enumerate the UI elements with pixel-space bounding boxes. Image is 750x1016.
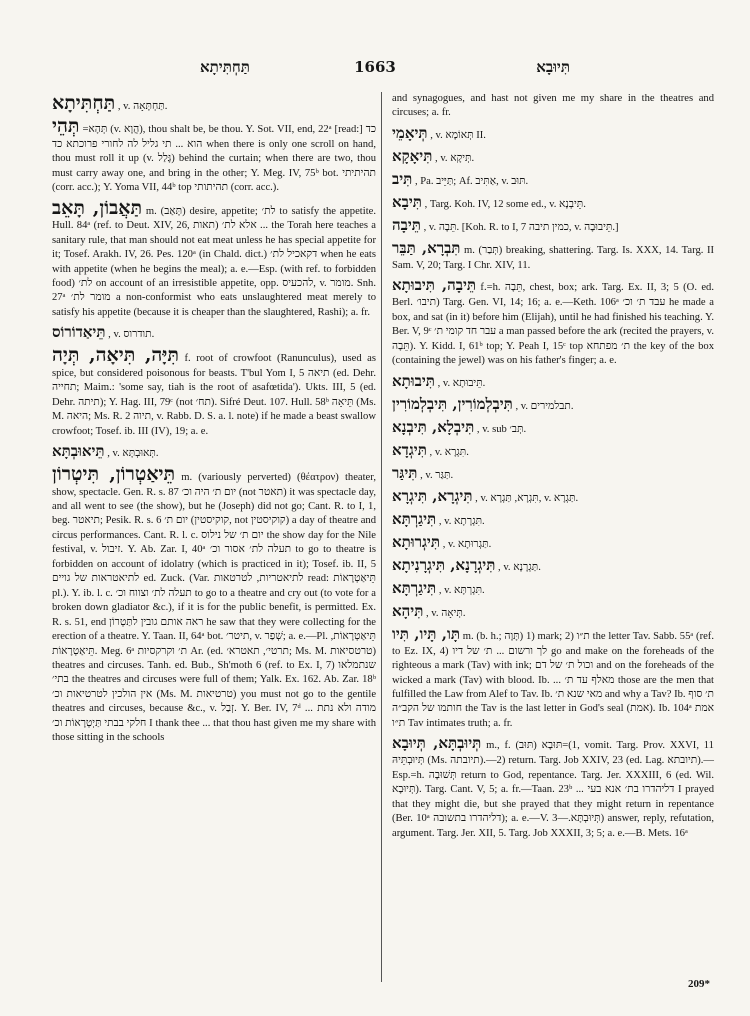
entry-definition: , v. תִּגְרְתָּא. bbox=[438, 584, 485, 596]
entry-headword: תִּיגַרְתָּא bbox=[392, 578, 437, 597]
dictionary-entry bbox=[392, 508, 714, 530]
dictionary-entry bbox=[392, 416, 714, 438]
entry-headword: תֵּיאַטְרוֹן, תִּיטְרוֹן bbox=[52, 463, 176, 486]
dictionary-entry bbox=[52, 440, 376, 462]
entry-definition: , v. תַּגְרָנָא. bbox=[498, 561, 541, 573]
entry-headword: תִּיגְדָא bbox=[392, 440, 427, 459]
dictionary-entry bbox=[52, 197, 376, 321]
entry-definition: , v. תַּחְתָּאָה. bbox=[117, 101, 168, 112]
entry-headword: תִּיגְרָא, תִּיגְרָא bbox=[392, 486, 473, 505]
entry-headword: תָּו, תָּיו, תִּיו bbox=[392, 624, 460, 643]
entry-headword: תֵּיאַדוֹרוֹס bbox=[52, 323, 106, 342]
header-left-catchword: תַּחְתִּיתָא bbox=[200, 58, 250, 76]
entry-definition: , v. תֵּיבוּתָא. bbox=[437, 377, 486, 389]
dictionary-entry bbox=[392, 168, 714, 190]
dictionary-entry bbox=[52, 92, 376, 114]
dictionary-entry bbox=[392, 732, 714, 841]
entry-headword: תְּיוּבְתָּא, תְּיוּבָא bbox=[392, 734, 482, 753]
entry-definition: , Targ. Koh. IV, 12 some ed., v. תֵּיבְנָא. bbox=[424, 198, 586, 210]
entry-headword: תִּבְרָא, תַּבֵּר bbox=[392, 238, 461, 257]
dictionary-entry bbox=[52, 321, 376, 343]
entry-definition: , v. תודרוס. bbox=[108, 329, 155, 341]
entry-definition: =תְּהָא (v. הֲוָא), thou shalt be, be thou. Y. Sot. VII, end, 22ᵃ [read:] כד הוא ... תי גליל לה לחורי פרוכתא כד when there is only one scroll on hand, thou must roll it up (v. גָּלַל) behind the curtain; when there are two, thou must carry away one, and bring in the other; Y. Meg. IV, 75ᵇ bot. תהיתיתי (corr. acc.); Y. Yoma VII, 44ᵇ top תהיתותי (corr. acc.). bbox=[52, 124, 376, 194]
dictionary-entry bbox=[392, 370, 714, 392]
dictionary-entry bbox=[392, 554, 714, 576]
entry-definition: , v. sub תְּב׳. bbox=[476, 423, 527, 435]
entry-definition: f.=h. תֵּבָה, chest, box; ark. Targ. Ex. II, 3; 5 (O. ed. Berl. תיבו׳) Targ. Gen. VI, 14; 16; a. e.—Keth. 106ᵃ עבד ת׳ וכ׳ he made a box, and sat (in it) before him (Elijah), until he had finished his teaching. Y. Ber. V, 9ᶜ עבר חד קומי ת׳ a man passed before the ark (recited the prayers, v. תֵּבָה). Y. Kidd. I, 61ᵇ top; Y. Peah I, 15ᶜ top ת׳ מפתחא the key of the box (containing the jewel) was on his father's finger; a. e. bbox=[392, 282, 715, 367]
dictionary-entry bbox=[392, 122, 714, 144]
entry-definition: , v. תִּגְרָא. bbox=[429, 446, 469, 458]
entry-definition: , v. תְּאוֹמָא II. bbox=[430, 129, 486, 141]
entry-headword: תִּיב bbox=[392, 169, 413, 188]
entry-headword: תֵּיאוּבְתָּא bbox=[52, 442, 105, 461]
entry-definition: m. (תָּאַב) desire, appetite; לת׳ to satisfy the appetite. Hull. 84ᵃ (ref. to Deut. XIV, 26, תאות) אלא לת׳ ... the Torah here teaches a sanitary rule, that man should not eat meat unless he has special appetite for it; Tosef. Arakh. IV, 26. Pes. 120ᵃ (in Chald. dict.) דקאכיל לת׳ when he eats with appetite (when he begins the meal); a. e.—Esp. (with ref. to forbidden food) לת׳ on account of an irresistible appetite, opp. להכעיס, v. מומר. Snh. 27ᵃ מומר לת׳ a non-conformist who eats unslaughtered meat merely to satisfy his appetite (because it is cheaper than the slaughtered, Rashi); a. fr. bbox=[52, 205, 376, 318]
entry-headword: תִּיגַּר bbox=[392, 463, 418, 482]
dictionary-entry bbox=[392, 623, 714, 732]
entry-headword: תִּיהָא bbox=[392, 601, 424, 620]
entry-definition: , v. תְּאוּבְתָּא. bbox=[107, 448, 159, 460]
dictionary-entry bbox=[392, 600, 714, 622]
entry-headword: תִּיבוּתָא bbox=[392, 371, 435, 390]
entry-definition: , v. תִּגְרָתָא. bbox=[438, 515, 485, 527]
signature-mark: 209* bbox=[688, 978, 710, 990]
dictionary-entry bbox=[392, 462, 714, 484]
entry-headword: תֵּיבָה, תִּיבוּתָא bbox=[392, 276, 477, 295]
dictionary-entry bbox=[392, 531, 714, 553]
entry-headword: תִּיגְרוּתָא bbox=[392, 532, 441, 551]
entry-definition: , Pa. תַּיֵּיב; Af. אַתִּיב, v. תּוּב. bbox=[414, 175, 529, 187]
entry-headword: תַּחְתִּיתָא bbox=[52, 92, 116, 114]
page-number: 1663 bbox=[354, 58, 396, 76]
entry-definition: , v. תֵּבָה. [Koh. R. to I, 7 כמין תיבה, v. תֵּיבוּבָה.] bbox=[423, 221, 619, 233]
entry-definition: , v. תְּיאָה. bbox=[426, 607, 466, 619]
entry-definition: m. (b. h.; תָּוָה) 1) mark; 2) ת״ו the letter Tav. Sabb. 55ᵃ (ref. to Ez. IX, 4) לך ורשום ... ת׳ של דיו go and make on the foreheads of the righteous a mark (Tav) with ink; וכול ת׳ של דם and on the foreheads of the wicked a mark (Tav) with blood. Ib. ... מאלף עד ת׳ those are the men that fulfilled the Law from Alef to Tav. Ib. מאי שנא ת׳ and why a Tav? Ib. ת׳ סוף חותמו של הקב״ה the Tav is the last letter in God's seal (אמת). Ib. 104ᵃ אמת ת״ו Tav intimates truth; a. fr. bbox=[392, 630, 715, 729]
entry-headword: תִּיגַרְתָּא bbox=[392, 509, 437, 528]
dictionary-entry bbox=[392, 393, 714, 415]
entry-definition: , v. תְּיקָא. bbox=[435, 152, 475, 164]
left-column bbox=[52, 92, 376, 747]
entry-headword: תְּיאָמֵי bbox=[392, 123, 428, 142]
entry-headword: תַּאֲבוֹן, תָּאֵב bbox=[52, 196, 143, 219]
entry-definition: f. root of crowfoot (Ranunculus), used as spice, but considered poisonous for beasts. T'bul Yom I, 5 תיאה (ed. Dehr. תחייה; Maim.: 'some say, tiah is the root of asafœtida'). Ukts. III, 5 (ed. Dehr. תיתה); Y. Hag. III, 79ᶜ (not תח׳). Sifré Deut. 107. Hull. 58ᵇ תֵּיאָה (Ms. M. היאה; Ms. R. 2 תיוה, v. Rabb. D. S. a. l. note) if he made a beast swallow crowfoot; Tosef. ib. III (IV), 19; a. e. bbox=[52, 353, 377, 437]
dictionary-entry bbox=[392, 191, 714, 213]
dictionary-entry bbox=[392, 485, 714, 507]
dictionary-entry bbox=[392, 577, 714, 599]
entry-headword: תִּיגְרָנָא, תִּיגְרָנִיתָא bbox=[392, 555, 496, 574]
entry-headword: תִּיאָקָא bbox=[392, 146, 433, 165]
entry-definition: m., f. (תּוּב) 1)=תּוּבָא, vomit. Targ. Prov. XXVI, 11 תְּיוּבְתֵּיהּ (Ms. תיובתה).—2) return. Targ. Job XXIV, 23 (ed. Lag. תיובתא).—Esp.=h. תְּשׁוּבָה return to God, repentance. Targ. Jer. XXXIII, 6 (ed. Wil. תְּיוּבָא). Targ. Cant. V, 5; a. fr.—Taan. 23ᵇ ... דליהדרו בת׳ אנא בעי I prayed that they might die, but she prayed that they might return in repentance (Ber. 10ᵃ דליהדרו בתשובה); a. e.—V. תְּיוּבְתָּא.—3) answer, reply, refutation, argument. Targ. Jer. XII, 5. Targ. Job XXXII, 3; 5; a. e.—B. Mets. 16ᵃ bbox=[392, 740, 715, 839]
entry-headword: תְּהֵי bbox=[52, 115, 80, 138]
entry-definition: , v. תבלמירים. bbox=[515, 400, 574, 412]
dictionary-entry bbox=[392, 237, 714, 273]
entry-definition: , v. תִּגְרָא, תַּגְרָא, v. תַּגְרָא. bbox=[475, 492, 579, 504]
header-right-catchword: תִּיוּבָא bbox=[536, 58, 570, 76]
dictionary-entry bbox=[52, 115, 376, 195]
entry-definition: and synagogues, and hast not given me my share in the theatres and circuses; a. fr. bbox=[392, 93, 714, 119]
entry-definition: m. (תְּבַר) breaking, shattering. Targ. Is. XXX, 14. Targ. II Sam. V, 20; Targ. I Chr. XIV, 11. bbox=[392, 244, 714, 271]
dictionary-entry bbox=[392, 274, 714, 368]
entry-definition: , v. תַּגַּר. bbox=[420, 469, 454, 481]
right-column bbox=[392, 92, 714, 842]
dictionary-entry bbox=[392, 214, 714, 236]
entry-headword: תִּיבְלָא, תִּיבְנָא bbox=[392, 417, 475, 436]
dictionary-entry bbox=[392, 92, 714, 121]
dictionary-entry bbox=[52, 344, 376, 439]
entry-headword: תִּיבְלְמוֹרִין, תִּיבְלְמוֹרִין bbox=[392, 394, 513, 413]
dictionary-entry bbox=[52, 463, 376, 746]
entry-definition: m. (variously perverted) (θέατρον) theater, show, spectacle. Gen. R. s. 87 יום ת׳ היה וכ׳ (not תאטר) it was spectacle day, and all went to see (the show), but he (Joseph) did not go; Cant. R. to I, 1, beg. תיאטר; Pesik. R. s. 6 יום ת׳ (קוקיסטין, not קוקיסטין) a day of theatre and circus performances. Cant. R. l. c. יום ת׳ של נילוס the show day for the Nile festival, v. זיבול. Y. Ab. Zar. I, 40ᵃ תעלה לת׳ אסור וכ׳ to go to theatre is forbidden on account of idolatry (which is practiced in it); Tosef. ib. II, 5 לתיאטראות של גויים ed. Zuck. (Var. לתיאטריות, לטרטאות read: תֵּיאַטְרָאוֹת pl.). Y. ib. l. c. תעלה לת׳ וצווח וכ׳ to go to a theatre and cry out (to vote for a broken down gladiator &c.), if it is for the public benefit, is permitted. Ex. R. s. 51, end ראה אותם גובין לתַּטְרוֹן he saw that they were collecting for the erection of a theatre. Y. Taan. II, 64ᵃ bot. תיטר׳, v. שְׁפַר; a. e.—Pl. תֵּיאַטְרָאוֹת, תֵּיאַטְרָאוֹת. Meg. 6ᵃ ת׳ וקרקסיות Ar. (ed. תרטי׳, תאטרא׳; Ms. M. טרטסיאות) theatres and circuses. Tanh. ed. Bub., Sh'moth 6 (ref. to Ex. I, 7) שנתמלאו בתי׳ the theatres and circuses were full of them; Yalk. Ex. 162. Ab. Zar. 18ᵇ אין הולכין לטרטיאות וכ׳ (Ms. M. טרטיאות) you must not go to the gentile theatres and circuses, because &c., v. זְבַל. Y. Ber. IV, 7ᵈ ... מודה ולא נתת חלקי בבתי תַּיְטְרָאוֹת וכ׳ I thank thee ... that thou hast given me my share with those sitting in the schools bbox=[52, 472, 377, 744]
dictionary-entry bbox=[392, 439, 714, 461]
entry-headword: תִּיָּה, תִּיאָה, תְּיָה bbox=[52, 344, 179, 367]
entry-headword: תִּיבָא bbox=[392, 192, 422, 211]
entry-headword: תֵּיבָה bbox=[392, 215, 421, 234]
column-divider bbox=[381, 92, 382, 982]
running-header bbox=[60, 58, 690, 80]
dictionary-entry bbox=[392, 145, 714, 167]
entry-definition: , v. תַּגְרוּתָא. bbox=[442, 538, 492, 550]
